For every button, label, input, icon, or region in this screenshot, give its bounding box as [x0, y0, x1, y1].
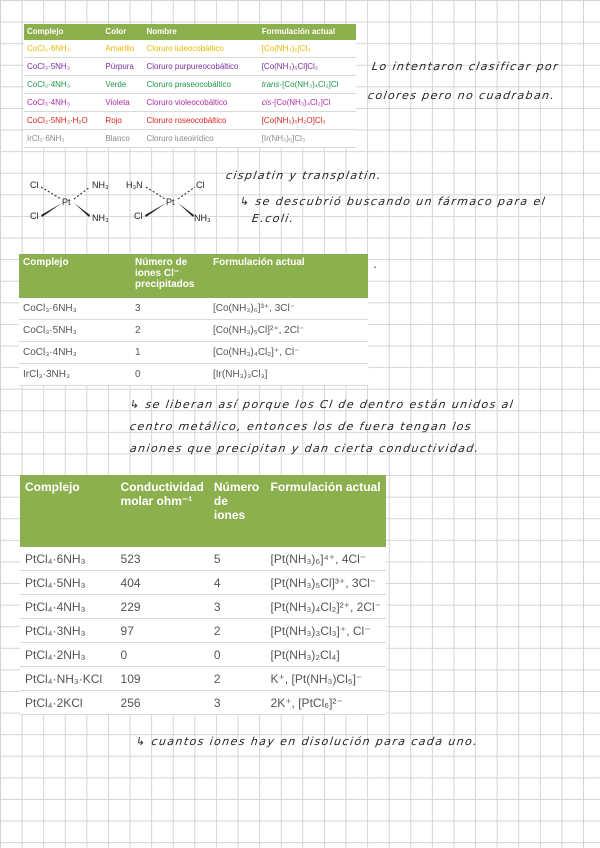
cell-complex: CoCl₃·5NH₃: [24, 58, 102, 76]
cis-nh3-bottom: NH₃: [92, 213, 109, 223]
header-row: [24, 24, 356, 40]
note-ions-line2: centro metálico, entonces los de fuera tengan los: [129, 420, 473, 433]
cell-color: Púrpura: [102, 58, 143, 76]
cell-name: Cloruro luteocobáltico: [143, 40, 258, 58]
note-ions-line1: ↳ se liberan así porque los Cl de dentro están unidos al: [129, 398, 516, 411]
cell-formula: [Pt(NH₃)₃Cl₃]⁺, Cl⁻: [266, 619, 386, 643]
cell-ions: 4: [209, 571, 266, 595]
note-platin-line2: ↳ se descubrió buscando un fármaco para el: [239, 195, 547, 208]
cell-ions: 5: [209, 547, 266, 571]
trans-cl-top: Cl: [196, 180, 205, 190]
table-row: [20, 571, 386, 595]
table-header: [24, 24, 356, 40]
cell-complex: CoCl₃·6NH₃: [19, 298, 131, 320]
table-row: [20, 595, 386, 619]
trans-cl-bottom: Cl: [134, 211, 143, 221]
header-iones-precipitados: Número de iones Cl⁻ precipitados: [131, 254, 209, 298]
cell-complex: CoCl₃·4NH₃: [24, 76, 102, 94]
table-row: [24, 112, 356, 130]
cell-complex: CoCl₃·6NH₃: [24, 40, 102, 58]
cell-name: Cloruro luteoirídico: [143, 130, 258, 148]
cell-ions: 2: [209, 667, 266, 691]
cell-complex: IrCl₃·6NH₃: [24, 130, 102, 148]
cell-conductivity: 523: [116, 547, 209, 571]
header-complejo: Complejo: [19, 254, 131, 298]
note-colors-line2: colores pero no cuadraban.: [367, 89, 557, 102]
cell-formula: [259, 130, 356, 148]
table-row: [24, 76, 356, 94]
cell-conductivity: 256: [116, 691, 209, 715]
table-row: [24, 130, 356, 148]
table-row: [20, 691, 386, 715]
cell-complex: PtCl₄·4NH₃: [20, 595, 116, 619]
table-row: [20, 667, 386, 691]
note-colors-line1: Lo intentaron clasificar por: [371, 60, 560, 73]
table-row: [20, 643, 386, 667]
cell-formula: [Co(NH₃)₄Cl₂]⁺, Cl⁻: [209, 342, 368, 364]
cell-formula: [Pt(NH₃)₄Cl₂]²⁺, 2Cl⁻: [266, 595, 386, 619]
table-row: [24, 58, 356, 76]
cell-formula: 2K⁺, [PtCl₆]²⁻: [266, 691, 386, 715]
formula-text: [Co(NH₃)₆]Cl₃: [261, 44, 311, 53]
table-header: [19, 254, 368, 298]
cell-conductivity: 0: [116, 643, 209, 667]
cell-name: Cloruro purpureocobáltico: [143, 58, 258, 76]
table-row: [20, 547, 386, 571]
table-row: [20, 619, 386, 643]
cell-complex: PtCl₄·3NH₃: [20, 619, 116, 643]
cell-ions: 3: [209, 595, 266, 619]
trans-pt: Pt: [166, 197, 175, 207]
cisplatin-structure: [30, 180, 109, 223]
header-row: [19, 254, 368, 298]
complex-color-table: [24, 24, 356, 148]
cell-formula: [259, 76, 356, 94]
header-nombre: Nombre: [143, 24, 258, 40]
cis-cl-top: Cl: [30, 180, 39, 190]
header-formulacion: Formulación actual: [266, 475, 386, 547]
table-row: [19, 342, 368, 364]
note-dot: .: [373, 258, 380, 271]
cell-formula: [259, 40, 356, 58]
table-row: [24, 40, 356, 58]
cis-nh3-top: NH₃: [92, 180, 109, 190]
note-platin-line3: E.coli.: [251, 212, 296, 225]
cell-complex: PtCl₄·NH₃·KCl: [20, 667, 116, 691]
header-complejo: Complejo: [24, 24, 102, 40]
cell-complex: PtCl₄·6NH₃: [20, 547, 116, 571]
cell-formula: [Pt(NH₃)₅Cl]³⁺, 3Cl⁻: [266, 571, 386, 595]
table-row: [19, 320, 368, 342]
cell-color: Verde: [102, 76, 143, 94]
formula-text: [Ir(NH₃)₆]Cl₃: [261, 134, 306, 143]
header-color: Color: [102, 24, 143, 40]
header-numero-iones: Número de iones: [209, 475, 266, 547]
cell-complex: PtCl₄·2KCl: [20, 691, 116, 715]
formula-text: -[Co(NH₃)₄Cl₂]Cl: [279, 80, 339, 89]
cell-formula: [259, 58, 356, 76]
trans-h3n-top: H₃N: [126, 180, 143, 190]
header-row: [20, 475, 386, 547]
cell-name: Cloruro roseocobáltico: [143, 112, 258, 130]
cell-ions: 2: [209, 619, 266, 643]
cell-formula: [259, 112, 356, 130]
cell-formula: [Co(NH₃)₆]³⁺, 3Cl⁻: [209, 298, 368, 320]
cell-conductivity: 404: [116, 571, 209, 595]
cell-formula: [259, 94, 356, 112]
table-body: [24, 40, 356, 148]
table-body: [19, 298, 368, 386]
platin-structures-diagram: [26, 172, 226, 232]
cis-cl-bottom: Cl: [30, 211, 39, 221]
table-row: [24, 94, 356, 112]
cell-complex: IrCl₃·3NH₃: [19, 364, 131, 386]
header-complejo: Complejo: [20, 475, 116, 547]
header-formulacion: Formulación actual: [209, 254, 368, 298]
formula-text: -[Co(NH₃)₄Cl₂]Cl: [271, 98, 331, 107]
cell-complex: PtCl₄·2NH₃: [20, 643, 116, 667]
cell-formula: K⁺, [Pt(NH₃)Cl₅]⁻: [266, 667, 386, 691]
cell-color: Amarillo: [102, 40, 143, 58]
cell-complex: CoCl₃·5NH₃: [19, 320, 131, 342]
table-header: [20, 475, 386, 547]
note-platin-line1: cisplatin y transplatin.: [225, 169, 383, 182]
header-formulacion: Formulación actual: [259, 24, 356, 40]
note-conductivity: ↳ cuantos iones hay en disolución para cada uno.: [135, 735, 480, 748]
cell-complex: CoCl₃·4NH₃: [19, 342, 131, 364]
cell-ions: 0: [131, 364, 209, 386]
cis-pt: Pt: [62, 197, 71, 207]
cell-formula: [Pt(NH₃)₂Cl₄]: [266, 643, 386, 667]
table-body: [20, 547, 386, 715]
cell-ions: 1: [131, 342, 209, 364]
cell-formula: [Ir(NH₃)₃Cl₃]: [209, 364, 368, 386]
cell-conductivity: 109: [116, 667, 209, 691]
cell-name: Cloruro violeocobáltico: [143, 94, 258, 112]
formula-isomer-prefix: cis: [261, 98, 272, 107]
formula-isomer-prefix: trans: [261, 80, 280, 89]
cell-color: Rojo: [102, 112, 143, 130]
cell-color: Blanco: [102, 130, 143, 148]
cell-conductivity: 229: [116, 595, 209, 619]
cell-complex: CoCl₃·5NH₃·H₂O: [24, 112, 102, 130]
note-ions-line3: aniones que precipitan y dan cierta conductividad.: [129, 442, 481, 455]
trans-nh3-bottom: NH₃: [194, 213, 211, 223]
table-row: [19, 364, 368, 386]
table-row: [19, 298, 368, 320]
header-conductividad: Conductividad molar ohm⁻¹: [116, 475, 209, 547]
cell-color: Violeta: [102, 94, 143, 112]
formula-text: [Co(NH₃)₅H₂O]Cl₃: [261, 116, 326, 125]
formula-text: [Co(NH₃)₅Cl]Cl₂: [261, 62, 318, 71]
cell-name: Cloruro praseocobáltico: [143, 76, 258, 94]
cell-ions: 3: [131, 298, 209, 320]
cell-ions: 3: [209, 691, 266, 715]
cell-ions: 0: [209, 643, 266, 667]
chloride-precipitation-table: [19, 254, 368, 386]
cell-conductivity: 97: [116, 619, 209, 643]
cell-formula: [Co(NH₃)₅Cl]²⁺, 2Cl⁻: [209, 320, 368, 342]
cell-complex: CoCl₃·4NH₃: [24, 94, 102, 112]
cell-formula: [Pt(NH₃)₆]⁴⁺, 4Cl⁻: [266, 547, 386, 571]
cell-complex: PtCl₄·5NH₃: [20, 571, 116, 595]
transplatin-structure: [126, 180, 211, 223]
conductivity-table: [20, 475, 386, 715]
cell-ions: 2: [131, 320, 209, 342]
